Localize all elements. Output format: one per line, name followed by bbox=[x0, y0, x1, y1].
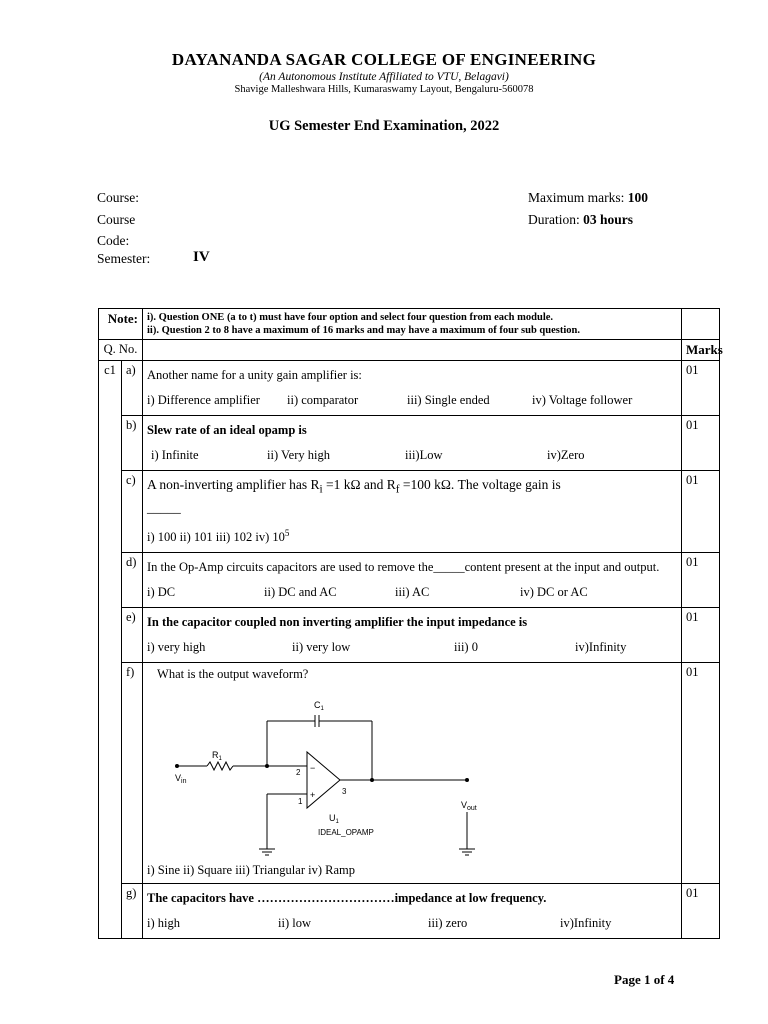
exam-title: UG Semester End Examination, 2022 bbox=[268, 118, 500, 134]
c1-label: $C_1$ bbox=[314, 699, 324, 712]
question-row bbox=[99, 416, 720, 471]
option: iii) AC bbox=[395, 584, 430, 599]
option: iv)Infinity bbox=[575, 639, 627, 654]
option: i) very high bbox=[147, 639, 206, 654]
option: iv)Zero bbox=[547, 448, 585, 462]
u1-label: $U_1$ bbox=[329, 812, 339, 825]
opamp-part-label: IDEAL_OPAMP bbox=[318, 827, 374, 837]
sub-question-label: e) bbox=[122, 607, 143, 662]
sub-question-label: g) bbox=[122, 883, 143, 938]
option: iv) Voltage follower bbox=[532, 393, 633, 407]
option: i) DC bbox=[147, 584, 176, 599]
sub-question-label: a) bbox=[122, 361, 143, 416]
opamp-circuit-diagram bbox=[167, 687, 487, 857]
noninverting-input-sign: + bbox=[310, 789, 316, 800]
question-text: In the capacitor coupled non inverting amplifier the input impedance is bbox=[147, 614, 528, 629]
question-marks: 01 bbox=[682, 883, 720, 938]
question-row bbox=[99, 361, 720, 416]
question-text: In the Op-Amp circuits capacitors are used to remove the_____content present at the input and output. bbox=[147, 559, 660, 574]
option: i) Difference amplifier bbox=[147, 393, 260, 407]
question-options bbox=[147, 911, 677, 936]
duration-value: 03 hours bbox=[583, 211, 634, 227]
question-number: c1 bbox=[99, 361, 122, 939]
option: ii) low bbox=[278, 915, 311, 930]
max-marks-value: 100 bbox=[627, 190, 648, 205]
max-marks-label: Maximum marks: bbox=[528, 190, 625, 205]
sub-question-label: b) bbox=[122, 416, 143, 471]
sub-question-label: f) bbox=[122, 662, 143, 883]
sub-question-label: d) bbox=[122, 552, 143, 607]
question-marks: 01 bbox=[682, 552, 720, 607]
question-text: A non-inverting amplifier has $R_i =1$ kΩ and $R_f =100$ kΩ. The voltage gain is _____ bbox=[147, 477, 561, 515]
exam-meta bbox=[528, 187, 648, 230]
note-row bbox=[99, 309, 720, 340]
option: iv)Infinity bbox=[560, 915, 612, 930]
course-code-label-1: Course bbox=[97, 211, 136, 227]
question-options: i) 100 ii) 101 iii) 102 iv) $10^5$ bbox=[147, 527, 290, 544]
question-text: What is the output waveform? bbox=[157, 666, 309, 681]
vout-node bbox=[465, 778, 469, 782]
sub-question-label: c) bbox=[122, 471, 143, 553]
question-marks: 01 bbox=[682, 416, 720, 471]
exam-header bbox=[0, 50, 768, 95]
vin-node bbox=[175, 764, 179, 768]
option: ii) comparator bbox=[287, 393, 359, 407]
question-text: Slew rate of an ideal opamp is bbox=[147, 423, 307, 437]
option: ii) Very high bbox=[267, 448, 330, 462]
question-row bbox=[99, 607, 720, 662]
question-options bbox=[147, 580, 677, 605]
question-row bbox=[99, 883, 720, 938]
question-options bbox=[147, 635, 677, 660]
option: iii) Single ended bbox=[407, 393, 490, 407]
question-marks: 01 bbox=[682, 662, 720, 883]
question-options bbox=[147, 388, 677, 413]
option: iii) zero bbox=[428, 915, 468, 930]
note-item-1: i). Question ONE (a to t) must have four option and select four question from each module. bbox=[147, 312, 554, 323]
option: ii) very low bbox=[292, 639, 351, 654]
course-code-label-2: Code: bbox=[97, 233, 130, 248]
college-name: DAYANANDA SAGAR COLLEGE OF ENGINEERING bbox=[171, 50, 597, 69]
answer-blank: _____ bbox=[147, 499, 181, 515]
pin-1-label: 1 bbox=[298, 796, 303, 806]
option: i) Infinite bbox=[151, 448, 199, 462]
question-marks: 01 bbox=[682, 607, 720, 662]
junction-node bbox=[370, 778, 374, 782]
course-info bbox=[97, 187, 139, 252]
semester-value: IV bbox=[193, 249, 210, 265]
vin-label: $V_{in}$ bbox=[175, 772, 187, 785]
page-number: Page 1 of 4 bbox=[614, 972, 675, 987]
pin-2-label: 2 bbox=[296, 767, 301, 777]
marks-header: Marks bbox=[682, 340, 720, 361]
question-options bbox=[147, 443, 677, 468]
question-row bbox=[99, 552, 720, 607]
header-row bbox=[99, 340, 720, 361]
note-item-2: ii). Question 2 to 8 have a maximum of 16 marks and may have a maximum of four sub question. bbox=[147, 325, 580, 336]
option: iii) 0 bbox=[454, 639, 478, 654]
pin-3-label: 3 bbox=[342, 786, 347, 796]
option: iv) DC or AC bbox=[520, 584, 588, 599]
option: iii)Low bbox=[405, 448, 443, 462]
question-row bbox=[99, 471, 720, 553]
junction-node bbox=[265, 764, 269, 768]
question-marks: 01 bbox=[682, 471, 720, 553]
r1-label: $R_1$ bbox=[212, 749, 222, 762]
question-marks: 01 bbox=[682, 361, 720, 416]
question-row bbox=[99, 662, 720, 883]
college-affiliation: (An Autonomous Institute Affiliated to VTU, Belagavi) bbox=[259, 71, 509, 83]
semester-label: Semester: bbox=[97, 251, 151, 266]
option: ii) DC and AC bbox=[264, 584, 337, 599]
vout-label: $V_{out}$ bbox=[461, 799, 477, 812]
duration-label: Duration: bbox=[528, 211, 580, 227]
inverting-input-sign: − bbox=[310, 762, 316, 773]
note-text bbox=[143, 309, 682, 340]
qno-header: Q. No. bbox=[99, 340, 143, 361]
question-options: i) Sine ii) Square iii) Triangular iv) Ramp bbox=[147, 862, 355, 877]
question-text: The capacitors have ……………………………impedance at low frequency. bbox=[147, 890, 547, 905]
option: i) high bbox=[147, 915, 180, 930]
note-label: Note: bbox=[99, 309, 143, 340]
college-address: Shavige Malleshwara Hills, Kumaraswamy Layout, Bengaluru-560078 bbox=[234, 84, 534, 95]
question-text: Another name for a unity gain amplifier is: bbox=[147, 368, 362, 382]
question-table bbox=[98, 308, 723, 939]
course-label: Course: bbox=[97, 190, 139, 205]
